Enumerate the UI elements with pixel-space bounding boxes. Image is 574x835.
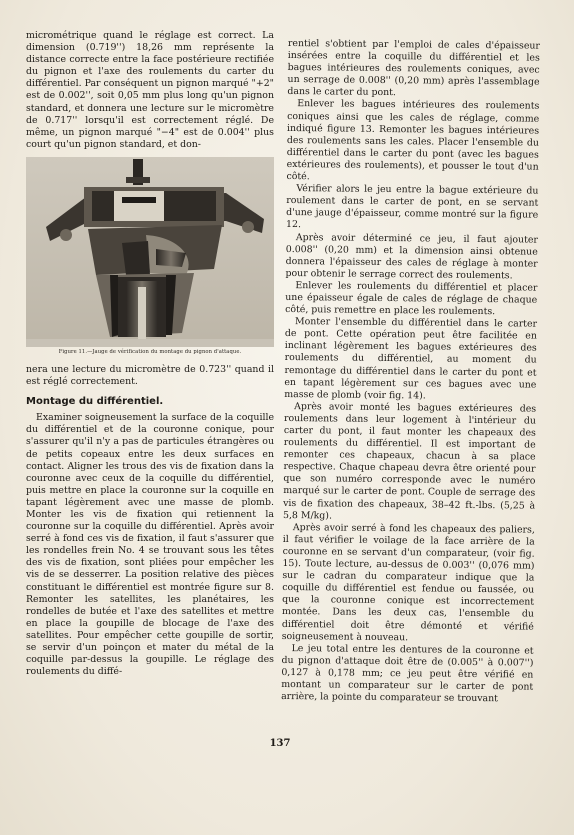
right-paragraph-2: Enlever les bagues intérieures des roulements coniques ainsi que les cales de réglage, comme indiqué figure 13. Remonter les bagues intérieures des roulements sans les cales. Placer l'ensemble du différentiel dans le carter du pont (avec les bagues extérieures des roulements), et pousser le tout d'un côté. <box>286 98 540 183</box>
right-paragraph-9: Le jeu total entre les dentures de la couronne et du pignon d'attaque doit être de (0.005'' à 0.007'') 0,127 à 0,178 mm; ce jeu peut être vérifié en montant un comparateur sur le carter de pont arrière, la pointe du comparateur se trouvant <box>281 642 534 705</box>
intro-paragraph: micrométrique quand le réglage est correct. La dimension (0.719'') 18,26 mm représente la distance correcte entre la face postérieure rectifiée du pignon et l'axe des roulements du carter du différentiel. Par conséquent un pignon marqué "+2" est de 0.002'', soit 0,05 mm plus long qu'un pignon standard, et donnera une lecture sur le micromètre de 0.717'' lorsqu'il est correctement réglé. De même, un pignon marqué "−4" est de 0.004'' plus court qu'un pignon standard, et don- <box>26 30 274 150</box>
pinion-gauge-illustration <box>26 157 274 347</box>
right-paragraph-6: Monter l'ensemble du différentiel dans le carter de pont. Cette opération peut être facilitée en inclinant légèrement les bagues extérieures des roulements du différentiel, au moment du remontage du différentiel dans le carter du pont et en tapant légèrement sur ces bagues avec une masse de plomb (voir fig. 14). <box>284 316 538 402</box>
right-column <box>281 38 540 706</box>
after-figure-paragraph: nera une lecture du micromètre de 0.723'' quand il est réglé correctement. <box>26 363 274 388</box>
right-paragraph-8: Après avoir serré à fond les chapeaux des paliers, il faut vérifier le voilage de la face arrière de la couronne en se servant d'un comparateur, (voir fig. 15). Toute lecture, au-dessus de 0.003'' (0,076 mm) sur le cadran du comparateur indique que la coquille du différentiel est fendue ou faussée, ou que la couronne conique est incorrectement montée. Dans les deux cas, l'ensemble du différentiel doit être démonté et vérifié soigneusement à nouveau. <box>281 521 535 643</box>
right-paragraph-1: rentiel s'obtient par l'emploi de cales d'épaisseur insérées entre la coquille du différentiel et les bagues intérieures des roulements coniques, avec un serrage de 0.008'' (0,20 mm) après l'assemblage dans le carter du pont. <box>287 38 540 99</box>
right-paragraph-7: Après avoir monté les bagues extérieures des roulements dans leur logement à l'intérieur du carter du pont, il faut monter les chapeaux des roulements du différentiel. Il est important de remonter ces chapeaux, chacun à sa place respective. Chaque chapeau devra être orienté pour que son numéro corresponde avec le numéro marqué sur le carter de pont. Couple de serrage des vis de fixation des chapeaux, 38–42 ft.-lbs. (5,25 à 5,8 M/kg). <box>282 400 537 522</box>
pinion-gauge-figure <box>26 157 274 347</box>
right-paragraph-5: Enlever les roulements du différentiel et placer une épaisseur égale de cales de réglage de chaque côté, puis remettre en place les roulements. <box>285 279 538 318</box>
left-column <box>26 30 274 678</box>
figure-caption: Figure 11.—Jauge de vérification du montage du pignon d'attaque. <box>58 348 242 355</box>
page-number: 137 <box>269 738 291 749</box>
right-paragraph-4: Après avoir déterminé ce jeu, il faut ajouter 0.008'' (0,20 mm) et la dimension ainsi obtenue donnera l'épaisseur des cales de réglage à monter pour obtenir le serrage correct des roulements. <box>285 231 538 282</box>
section-paragraph: Examiner soigneusement la surface de la coquille du différentiel et de la couronne conique, pour s'assurer qu'il n'y a pas de particules étrangères ou de petits copeaux entre les deux surfaces en contact. Aligner les trous des vis de fixation dans la couronne avec ceux de la coquille du différentiel, puis mettre en place la couronne sur la coquille en tapant légèrement avec une masse de plomb. Monter les vis de fixation qui retiennent la couronne sur la coquille du différentiel. Après avoir serré à fond ces vis de fixation, il faut s'assurer que les rondelles frein No. 4 se trouvant sous les têtes des vis de fixation, sont pliées pour empêcher les vis de se desserrer. La position relative des pièces constituant le différentiel est montrée figure sur 8. Remonter les satellites, les planétaires, les rondelles de butée et l'axe des satellites et mettre en place la goupille de blocage de l'axe des satellites. Pour empêcher cette goupille de sortir, se servir d'un poinçon et mater du métal de la coquille par-dessus la goupille. Le réglage des roulements du diffé- <box>26 412 274 678</box>
right-paragraph-3: Vérifier alors le jeu entre la bague extérieure du roulement dans le carter de pont, en se servant d'une jauge d'épaisseur, comme montré sur la figure 12. <box>285 183 539 231</box>
section-heading: Montage du différentiel. <box>26 396 164 408</box>
